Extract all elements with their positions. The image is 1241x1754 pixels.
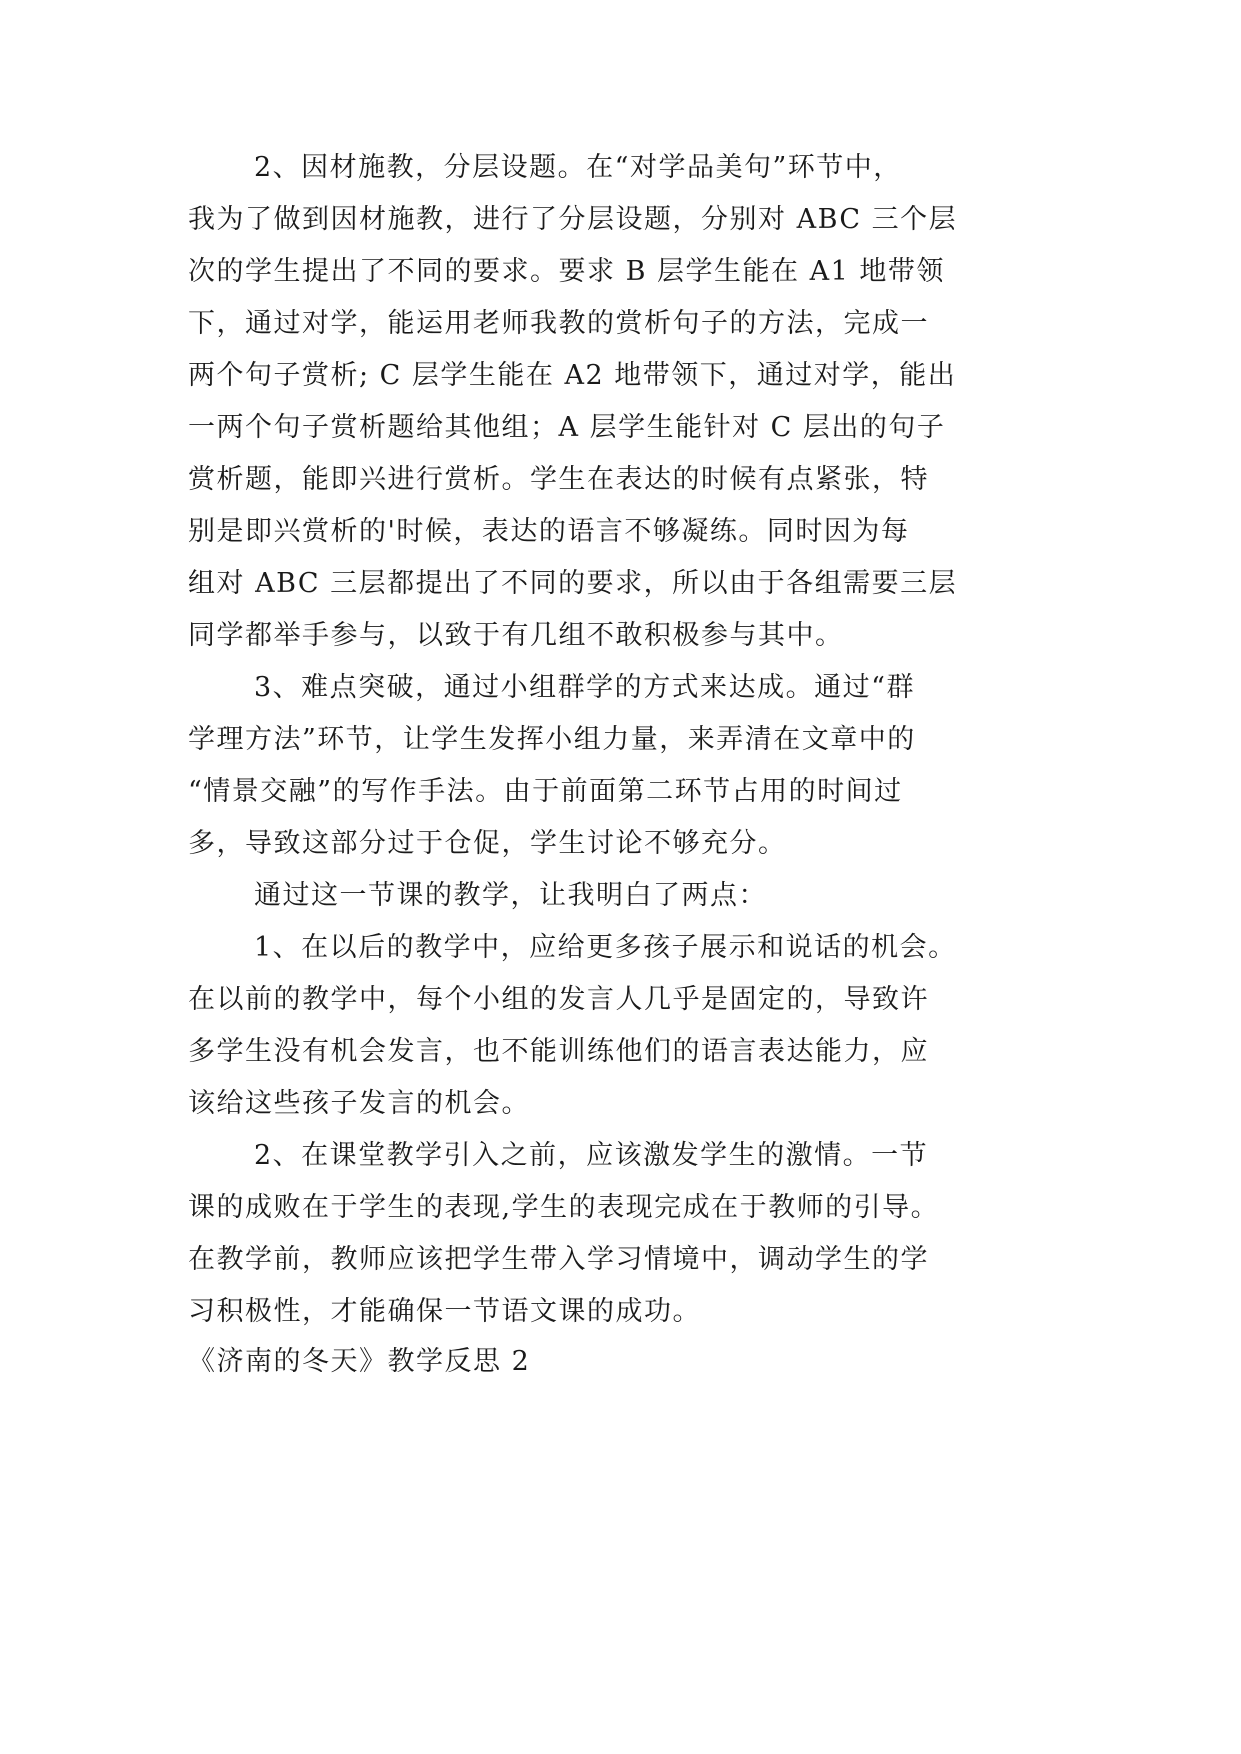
- paragraph-4-line-4: 该给这些孩子发言的机会。: [188, 1088, 530, 1119]
- paragraph-1-line-9: 组对 ABC 三层都提出了不同的要求，所以由于各组需要三层: [188, 568, 958, 599]
- paragraph-5-line-1: 2、在课堂教学引入之前，应该激发学生的激情。一节: [254, 1140, 929, 1171]
- paragraph-5-line-4: 习积极性，才能确保一节语文课的成功。: [188, 1296, 701, 1327]
- next-section-title: 《济南的冬天》教学反思 2: [188, 1346, 531, 1377]
- paragraph-1-line-10: 同学都举手参与，以致于有几组不敢积极参与其中。: [188, 620, 844, 651]
- paragraph-5-line-2: 课的成败在于学生的表现,学生的表现完成在于教师的引导。: [188, 1192, 940, 1223]
- paragraph-5-line-3: 在教学前，教师应该把学生带入学习情境中，调动学生的学: [188, 1244, 929, 1275]
- paragraph-4-line-3: 多学生没有机会发言，也不能训练他们的语言表达能力，应: [188, 1036, 929, 1067]
- paragraph-1-line-4: 下，通过对学，能运用老师我教的赏析句子的方法，完成一: [188, 308, 929, 339]
- paragraph-1-line-1: 2、因材施教，分层设题。在“对学品美句”环节中，: [254, 152, 902, 183]
- paragraph-1-line-7: 赏析题，能即兴进行赏析。学生在表达的时候有点紧张，特: [188, 464, 929, 495]
- paragraph-2-line-2: 学理方法”环节，让学生发挥小组力量，来弄清在文章中的: [188, 724, 916, 755]
- paragraph-4-line-2: 在以前的教学中，每个小组的发言人几乎是固定的，导致许: [188, 984, 929, 1015]
- paragraph-1-line-8: 别是即兴赏析的'时候，表达的语言不够凝练。同时因为每: [188, 516, 910, 547]
- paragraph-1-line-5: 两个句子赏析; C 层学生能在 A2 地带领下，通过对学，能出: [188, 360, 957, 391]
- paragraph-4-line-1: 1、在以后的教学中，应给更多孩子展示和说话的机会。: [254, 932, 957, 963]
- paragraph-2-line-4: 多，导致这部分过于仓促，学生讨论不够充分。: [188, 828, 787, 859]
- paragraph-1-line-2: 我为了做到因材施教，进行了分层设题，分别对 ABC 三个层: [188, 204, 958, 235]
- paragraph-3-line-1: 通过这一节课的教学，让我明白了两点：: [254, 880, 767, 911]
- paragraph-2-line-1: 3、难点突破，通过小组群学的方式来达成。通过“群: [254, 672, 915, 703]
- paragraph-1-line-6: 一两个句子赏析题给其他组；A 层学生能针对 C 层出的句子: [188, 412, 946, 443]
- paragraph-1-line-3: 次的学生提出了不同的要求。要求 B 层学生能在 A1 地带领: [188, 256, 945, 287]
- paragraph-2-line-3: “情景交融”的写作手法。由于前面第二环节占用的时间过: [188, 776, 903, 807]
